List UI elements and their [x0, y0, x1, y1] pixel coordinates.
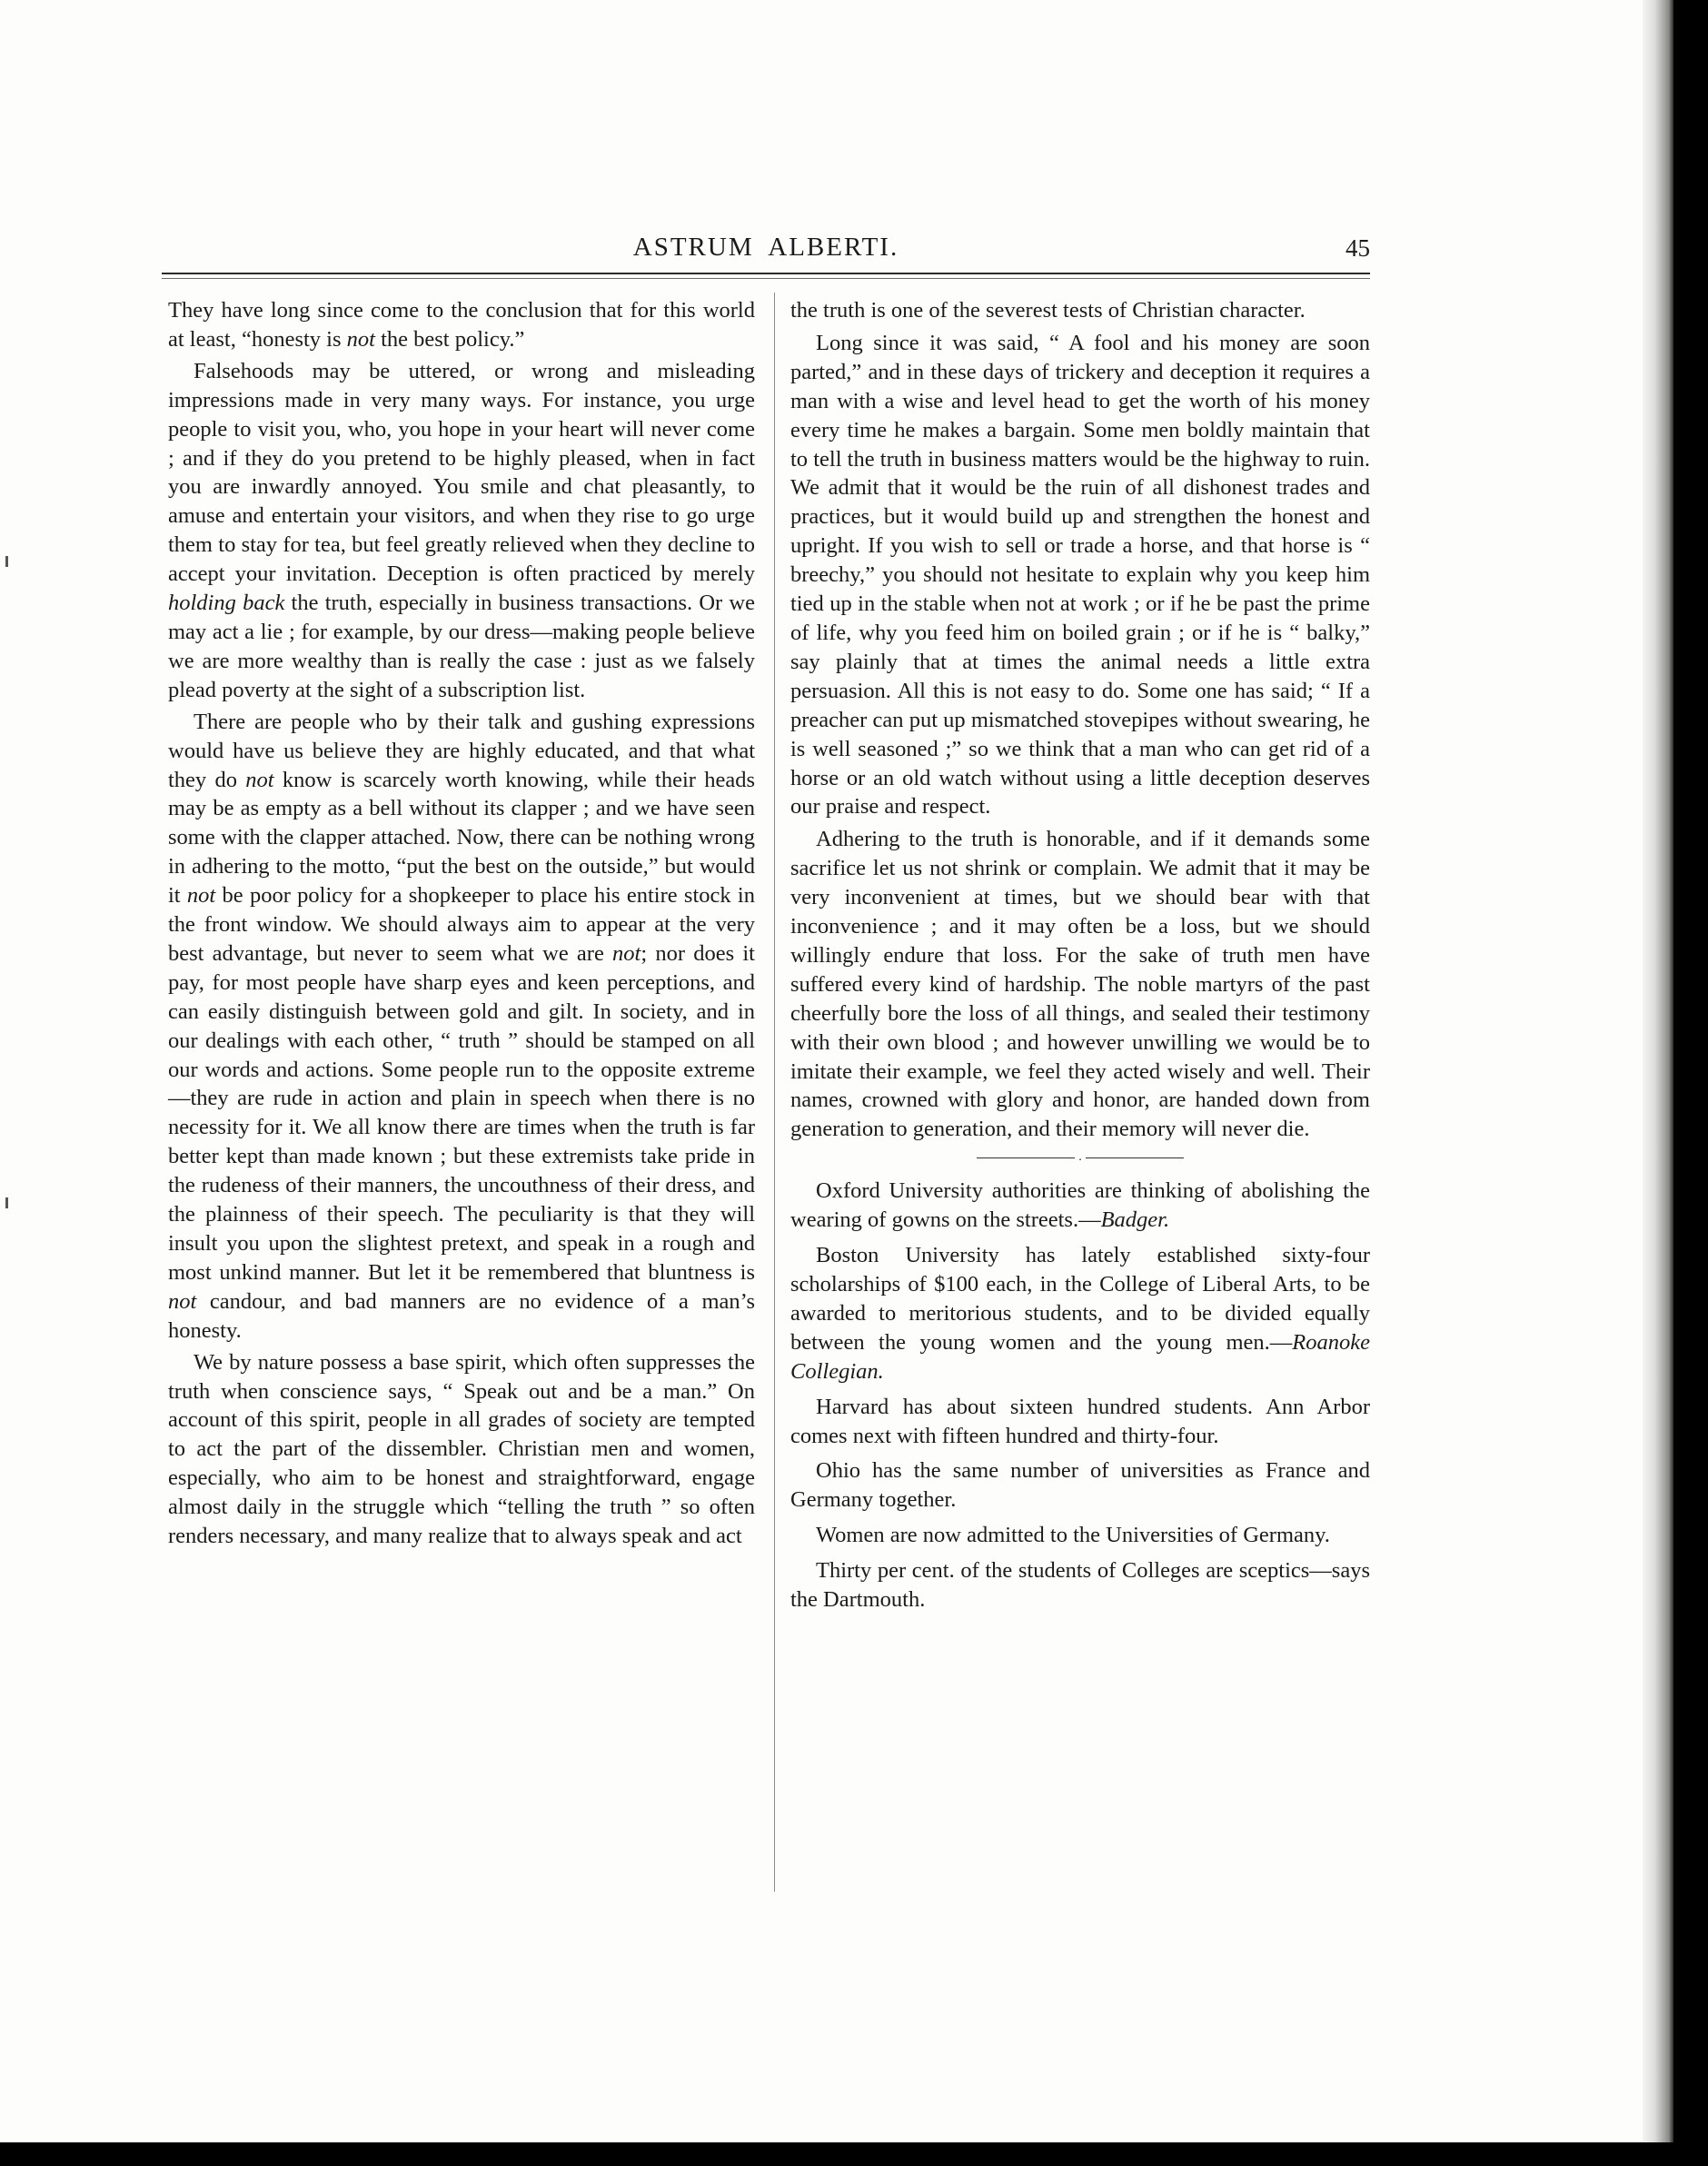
news-item	[790, 1556, 1370, 1615]
header-rule	[162, 273, 1370, 274]
column-divider	[774, 293, 775, 1892]
page-header	[162, 233, 1370, 269]
news-text: Women are now admitted to the Universities of Germany.	[816, 1523, 1330, 1548]
news-item	[790, 1241, 1370, 1386]
news-source: Badger.	[1100, 1207, 1170, 1233]
news-item	[790, 1456, 1370, 1515]
right-column	[790, 296, 1370, 1621]
separator-dot: .	[1078, 1150, 1082, 1165]
running-title: ASTRUM ALBERTI.	[632, 233, 899, 262]
italic-emphasis: not	[612, 940, 641, 966]
left-column	[168, 296, 755, 1554]
news-text: Thirty per cent. of the students of Colleges are sceptics—says the Dartmouth.	[790, 1558, 1370, 1613]
news-text: Harvard has about sixteen hundred students. Ann Arbor comes next with fifteen hundred and thirty-four.	[790, 1394, 1370, 1448]
italic-emphasis: not	[346, 326, 375, 352]
news-text: Ohio has the same number of universities as France and Germany together.	[790, 1458, 1370, 1513]
paragraph: Adhering to the truth is honorable, and if it demands some sacrifice let us not shrink or complain. We admit that it may be very inconvenient at times, but we should bear with that inconvenience ; and it may often be a loss, but we should willingly endure that loss. For the sake of truth men have suffered every kind of hardship. The noble martyrs of the past cheerfully bore the loss of all things, and sealed their testimony with their own blood ; and however unwilling we would be to imitate their example, we feel they acted wisely and well. Their names, crowned with glory and honor, are handed down from generation to generation, and their memory will never die.	[790, 827, 1370, 1142]
news-item	[790, 1521, 1370, 1550]
news-source: Roanoke Collegian.	[790, 1329, 1370, 1384]
news-text: Boston University has lately established sixty-four scholarships of $100 each, in the College of Liberal Arts, to be awarded to meritorious students, and to be divided equally between the young women and the young men.—	[790, 1243, 1370, 1355]
paragraph: There are people who by their talk and gushing expressions would have us believe they are highly educated, and that what they do not know is scarcely worth knowing, while their heads may be as empty as a bell without its clapper ; and we have seen some with the clapper attached. Now, there can be nothing wrong in adhering to the motto, “put the best on the outside,” but would it not be poor policy for a shopkeeper to place his entire stock in the front window. We should always aim to appear at the very best advantage, but never to seem what we are not; nor does it pay, for most people have sharp eyes and keen perceptions, and can easily distinguish between gold and gilt. In society, and in our dealings with each other, “ truth ” should be stamped on all our words and actions. Some people run to the opposite extreme—they are rude in action and plain in speech when there is no necessity for it. We all know there are times when the truth is far better kept than made known ; but these extremists take pride in the rudeness of their manners, the uncouthness of their dress, and the plainness of their speech. The peculiarity is that they will insult you upon the slightest pretext, and speak in a rough and most unkind manner. But let it be remembered that bluntness is not candour, and bad manners are no evidence of a man’s honesty.	[168, 709, 755, 1343]
paragraph: the truth is one of the severest tests of Christian character.	[790, 298, 1306, 323]
italic-emphasis: not	[245, 767, 274, 792]
news-item	[790, 1177, 1370, 1235]
header-rule-thin	[162, 278, 1370, 279]
news-item	[790, 1393, 1370, 1451]
paragraph: We by nature possess a base spirit, which often suppresses the truth when conscience says, “ Speak out and be a man.” On account of this spirit, people in all grades of society are tempted to act the part of the dissembler. Christian men and women, especially, who aim to be honest and straightforward, engage almost daily in the struggle which “telling the truth ” so often renders necessary, and many realize that to always speak and act	[168, 1349, 755, 1549]
italic-emphasis: not	[186, 883, 216, 909]
margin-mark	[5, 556, 8, 567]
page-number: 45	[1346, 234, 1370, 262]
paragraph: Long since it was said, “ A fool and his money are soon parted,” and in these days of trickery and deception it requires a man with a wise and level head to get the worth of his money every time he makes a bargain. Some men boldly maintain that to tell the truth in business matters would be the highway to ruin. We admit that it would be the ruin of all dishonest trades and practices, but it would build up and strengthen the honest and upright. If you wish to sell or trade a horse, and that horse is “ breechy,” you should not hesitate to explain why you keep him tied up in the stable when not at work ; or if he be past the prime of life, why you feed him on boiled grain ; or if he is “ balky,” say plainly that at times the animal needs a little extra persuasion. All this is not easy to do. Some one has said; “ If a preacher can put up mismatched stovepipes without swearing, he is well seasoned ;” so we think that a man who can get rid of a horse or an old watch without using a little deception deserves our praise and respect.	[790, 330, 1370, 820]
paragraph: They have long since come to the conclusion that for this world at least, “honesty is not the best policy.”	[168, 298, 755, 352]
section-separator	[790, 1151, 1370, 1164]
news-text: Oxford University authorities are thinking of abolishing the wearing of gowns on the streets.—	[790, 1178, 1370, 1233]
paragraph: Falsehoods may be uttered, or wrong and misleading impressions made in very many ways. For instance, you urge people to visit you, who, you hope in your heart will never come ; and if they do you pretend to be highly pleased, when in fact you are inwardly annoyed. You smile and chat pleasantly, to amuse and entertain your visitors, and when they rise to go urge them to stay for tea, but feel greatly relieved when they decline to accept your invitation. Deception is often practiced by merely holding back the truth, especially in business transactions. Or we may act a lie ; for example, by our dress—making people believe we are more wealthy than is really the case : just as we falsely plead poverty at the sight of a subscription list.	[168, 358, 755, 702]
margin-mark	[5, 1197, 8, 1208]
italic-emphasis: holding back	[168, 591, 285, 616]
italic-emphasis: not	[168, 1288, 197, 1314]
page-edge-shadow	[1643, 0, 1673, 2142]
